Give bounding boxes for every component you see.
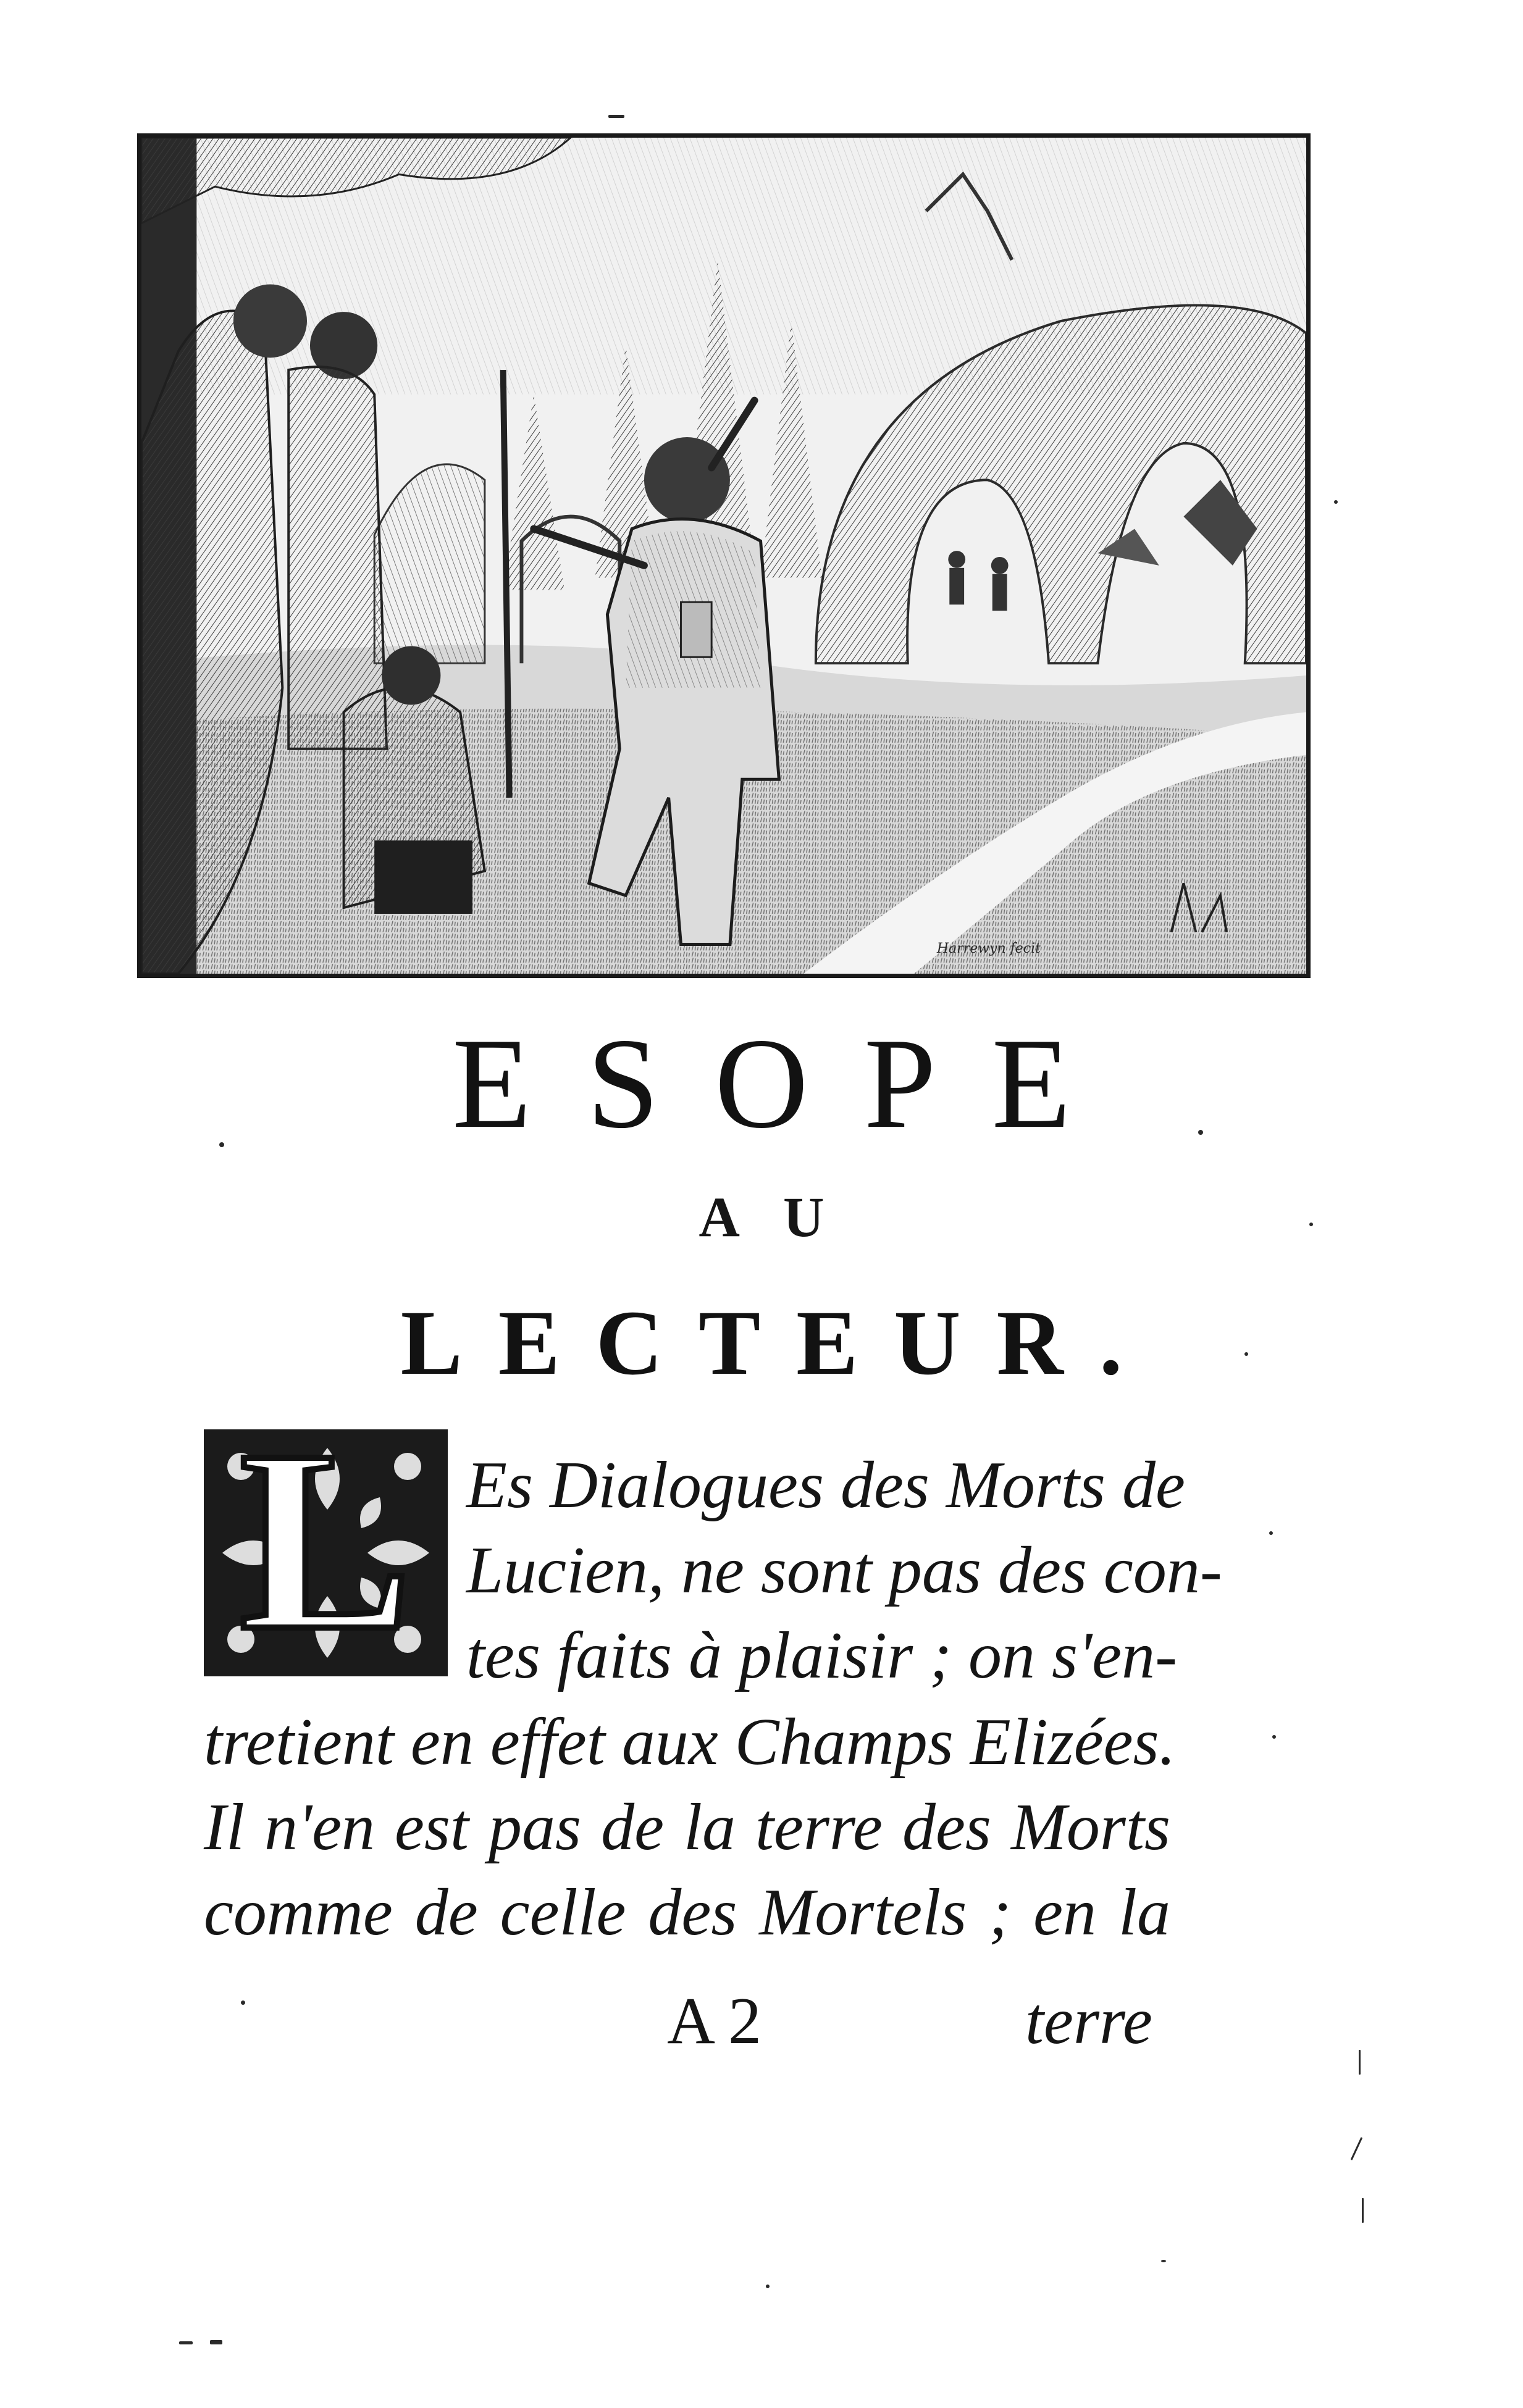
body-line-2: Lucien, ne sont pas des con- <box>466 1534 1222 1607</box>
ink-speck <box>179 2341 193 2344</box>
ink-speck <box>1362 2198 1364 2223</box>
ink-speck <box>1351 2137 1363 2160</box>
body-line-4: tretient en effet aux Champs Elizées. <box>204 1705 1176 1779</box>
signature-mark: A 2 <box>667 1984 762 2058</box>
body-line-6: comme de celle des Mortels ; en la <box>204 1876 1170 1949</box>
title-esope: ESOPE <box>452 1012 1127 1155</box>
catchword: terre <box>1025 1984 1152 2058</box>
ink-speck <box>608 115 624 118</box>
ink-speck <box>1272 1735 1276 1739</box>
ink-speck <box>1359 2050 1361 2075</box>
ink-speck <box>210 2340 222 2344</box>
engraver-signature: Harrewyn fecit <box>936 941 1041 956</box>
body-line-5: Il n'en est pas de la terre des Morts <box>204 1791 1170 1864</box>
ink-speck <box>1269 1531 1273 1535</box>
body-line-1: Es Dialogues des Morts de <box>466 1449 1185 1522</box>
engraving-illustration-icon <box>141 138 1306 974</box>
engraving-illustration <box>137 133 1311 978</box>
ink-speck <box>1161 2260 1166 2262</box>
ink-speck <box>241 2000 245 2005</box>
ink-speck <box>1334 500 1338 504</box>
body-line-3: tes faits à plaisir ; on s'en- <box>466 1619 1178 1692</box>
ink-speck <box>766 2285 770 2288</box>
title-au: AU <box>699 1185 868 1248</box>
ornamental-drop-cap <box>204 1397 448 1684</box>
drop-cap-letter: L <box>239 1397 413 1684</box>
title-lecteur: LECTEUR. <box>400 1292 1159 1394</box>
